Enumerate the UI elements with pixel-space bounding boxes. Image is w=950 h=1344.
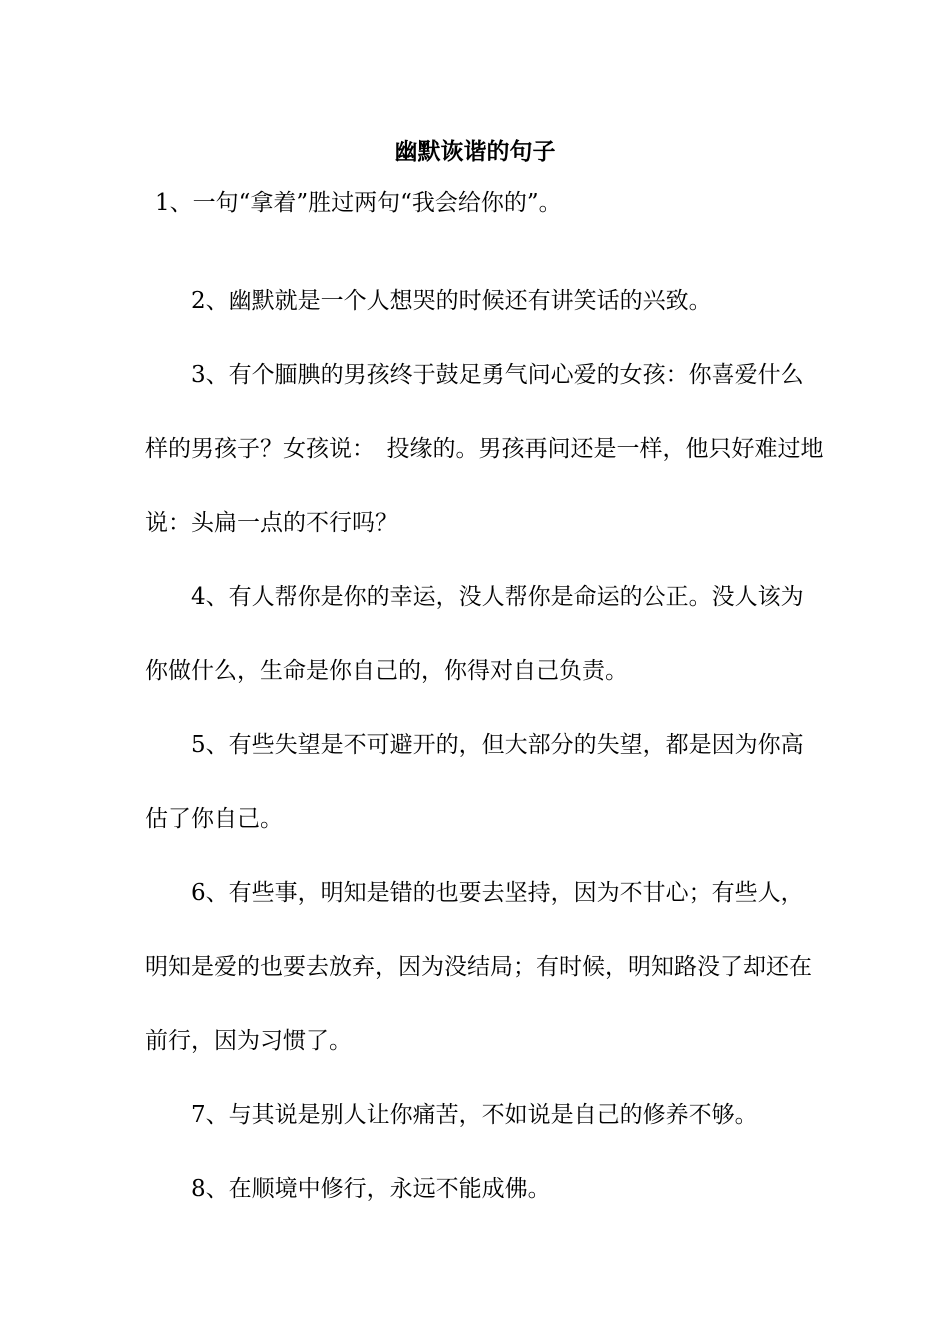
paragraph-1: 1、一句“拿着”胜过两句“我会给你的”。: [155, 190, 562, 216]
paragraph-4: 4、有人帮你是你的幸运，没人帮你是命运的公正。没人该为你做什么，生命是你自己的，你得对自己负责。: [145, 584, 804, 684]
paragraph-7: 7、与其说是别人让你痛苦，不如说是自己的修养不够。: [191, 1102, 758, 1128]
paragraph-6: 6、有些事，明知是错的也要去坚持，因为不甘心；有些人，明知是爱的也要去放弃，因为没结局；有时候，明知路没了却还在前行，因为习惯了。: [145, 880, 812, 1054]
paragraph-3: 3、有个腼腆的男孩终于鼓足勇气问心爱的女孩：你喜爱什么样的男孩子？女孩说： 投缘的。男孩再问还是一样，他只好难过地说：头扁一点的不行吗？: [145, 362, 824, 536]
document-title: 幽默诙谐的句子: [394, 138, 556, 165]
paragraph-5: 5、有些失望是不可避开的，但大部分的失望，都是因为你高估了你自己。: [145, 732, 804, 832]
document-body: [145, 190, 825, 1226]
paragraph-8: 8、在顺境中修行，永远不能成佛。: [191, 1176, 551, 1202]
paragraph-2: 2、幽默就是一个人想哭的时候还有讲笑话的兴致。: [191, 288, 712, 314]
